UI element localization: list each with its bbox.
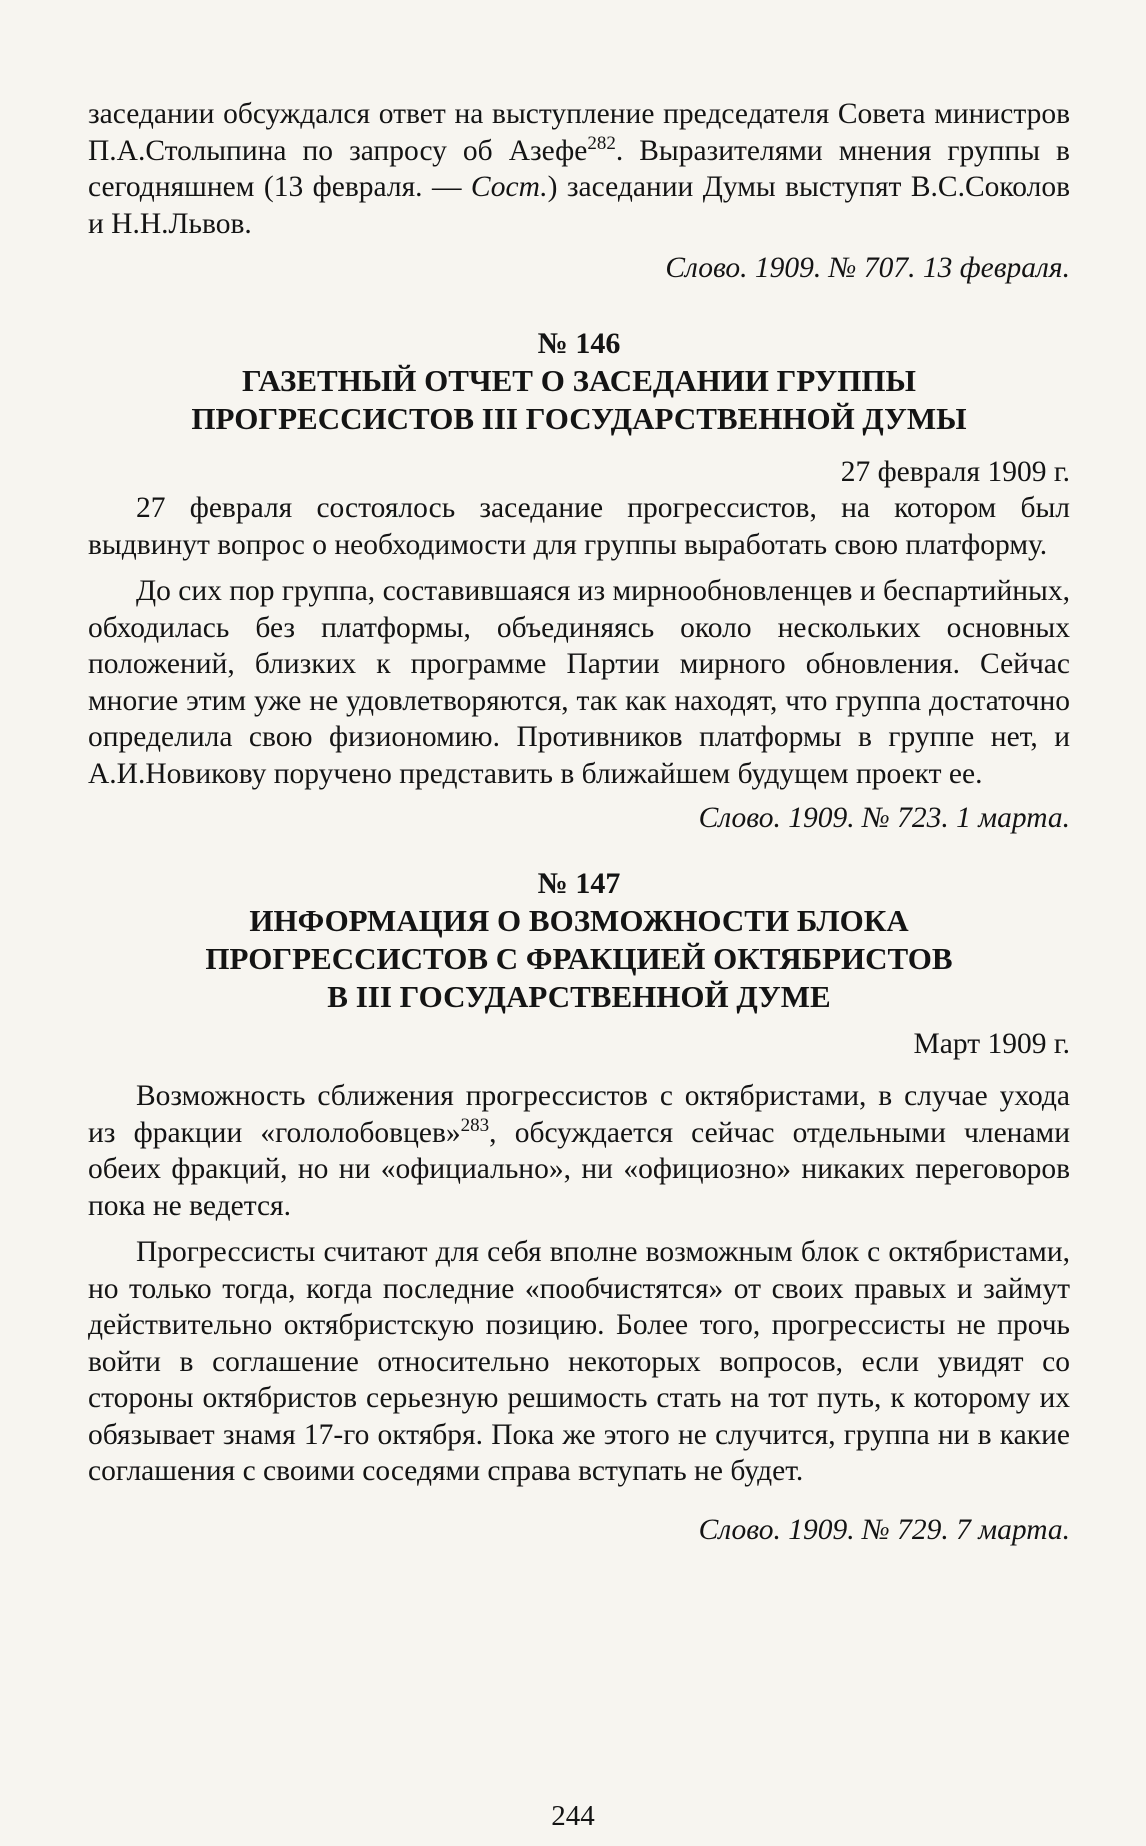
document-title-line: ИНФОРМАЦИЯ О ВОЗМОЖНОСТИ БЛОКА: [249, 903, 909, 938]
footnote-ref: 282: [587, 132, 616, 154]
body-paragraph: Прогрессисты считают для себя вполне возможным блок с октябристами, но только тогда, когда последние «пообчистятся» от своих правых и займут действительно октябристскую позицию. Более того, прогрессисты не прочь войти в соглашение относительно некоторых вопросов, если увидят со стороны октябристов серьезную решимость стать на тот путь, к которому их обязывает знамя 17-го октября. Пока же этого не случится, группа ни в какие соглашения с своими соседями справа вступать не будет.: [88, 1236, 1070, 1487]
source-citation: Слово. 1909. № 723. 1 марта.: [698, 802, 1070, 834]
intro-paragraph: заседании обсуждался ответ на выступление председателя Совета министров П.А.Столыпина по запросу об Азефе$^{282}$. Выразителями мнения группы в сегодняшнем (13 февраля. — Сост.) заседании Думы выступят В.С.Соколов и Н.Н.Львов.: [88, 98, 1070, 240]
document-title-line: ПРОГРЕССИСТОВ С ФРАКЦИЕЙ ОКТЯБРИСТОВ: [205, 941, 953, 976]
source-citation: Слово. 1909. № 707. 13 февраля.: [665, 252, 1070, 284]
document-number: № 147: [537, 867, 621, 900]
body-paragraph: 27 февраля состоялось заседание прогрессистов, на котором был выдвинут вопрос о необходимости для группы выработать свою платформу.: [88, 492, 1070, 561]
page-number: 244: [551, 1800, 595, 1832]
body-paragraph: До сих пор группа, составившаяся из мирнообновленцев и беспартийных, обходилась без платформы, объединяясь около нескольких основных положений, близких к программе Партии мирного обновления. Сейчас многие этим уже не удовлетворяются, так как находят, что группа достаточно определила свою физиономию. Противников платформы в группе нет, и А.И.Новикову поручено представить в ближайшем будущем проект ее.: [88, 575, 1070, 790]
editor-note: Сост.: [470, 171, 548, 203]
source-citation: Слово. 1909. № 729. 7 марта.: [698, 1513, 1070, 1546]
page-content: [88, 96, 1070, 1548]
body-paragraph: Возможность сближения прогрессистов с октябристами, в случае ухода из фракции «гололобовцев»$^{283}$, обсуждается сейчас отдельными членами обеих фракций, но ни «официально», ни «официозно» никаких переговоров пока не ведется.: [88, 1080, 1070, 1222]
document-title-line: В III ГОСУДАРСТВЕННОЙ ДУМЕ: [327, 979, 831, 1014]
document-number: № 146: [537, 327, 621, 360]
document-title-line: ГАЗЕТНЫЙ ОТЧЕТ О ЗАСЕДАНИИ ГРУППЫ: [242, 363, 916, 398]
footnote-ref: 283: [460, 1114, 490, 1136]
document-title-line: ПРОГРЕССИСТОВ III ГОСУДАРСТВЕННОЙ ДУМЫ: [191, 401, 967, 436]
document-date: Март 1909 г.: [913, 1028, 1070, 1060]
document-date: 27 февраля 1909 г.: [840, 456, 1070, 488]
